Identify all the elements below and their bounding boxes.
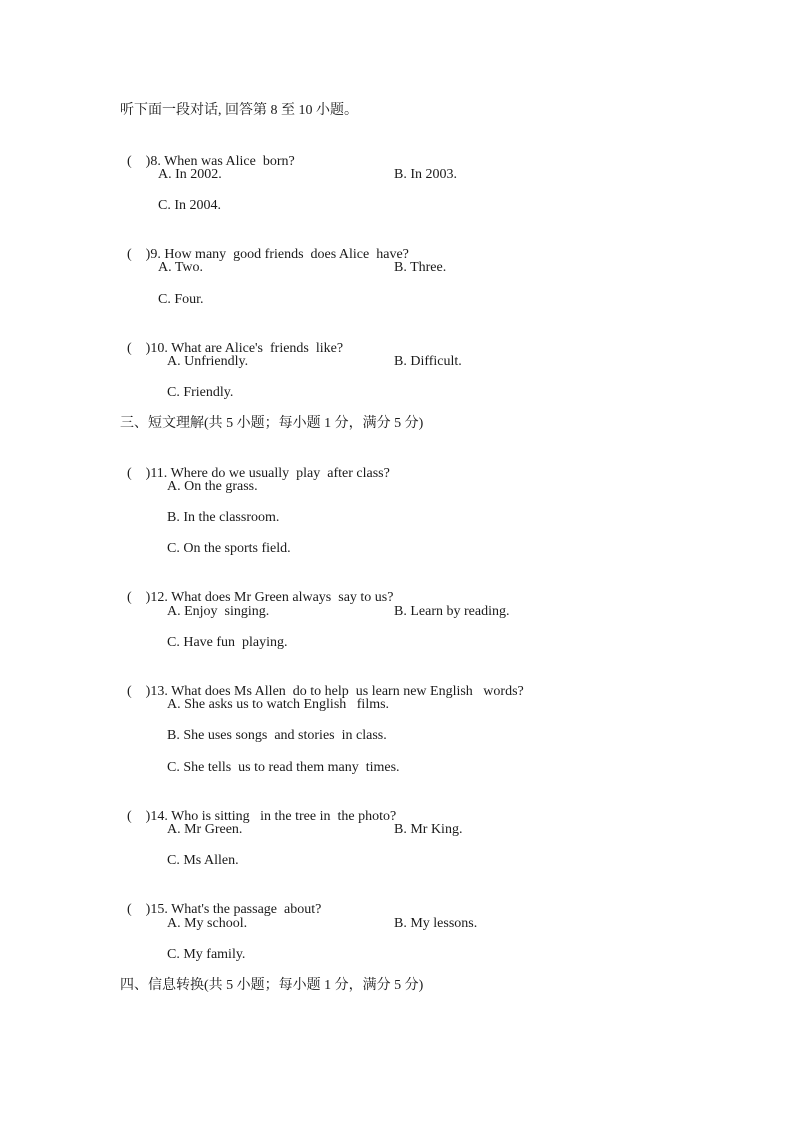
question-number: 10. — [150, 341, 168, 356]
answer-blank[interactable]: ( ) — [127, 247, 151, 262]
section-4-title: 四、信息转换(共 5 小题；每小题 1 分，满分 5 分) — [120, 978, 424, 993]
option-c[interactable]: C. In 2004. — [158, 198, 221, 213]
option-c[interactable]: C. My family. — [167, 947, 246, 962]
option-c[interactable]: C. Ms Allen. — [167, 853, 239, 868]
section-intro: 听下面一段对话, 回答第 8 至 10 小题。 — [120, 103, 358, 118]
option-c[interactable]: C. She tells us to read them many times. — [167, 760, 400, 775]
question-text: How many good friends does Alice have? — [164, 247, 409, 262]
question-text: What does Ms Allen do to help us learn new English words? — [171, 684, 524, 699]
answer-blank[interactable]: ( ) — [127, 590, 151, 605]
option-a[interactable]: A. On the grass. — [167, 479, 258, 494]
question-text: Who is sitting in the tree in the photo? — [171, 809, 397, 824]
option-c[interactable]: C. Have fun playing. — [167, 635, 288, 650]
question-text: Where do we usually play after class? — [170, 466, 390, 481]
question-14 — [120, 790, 396, 826]
option-b[interactable]: B. In the classroom. — [167, 510, 280, 525]
question-number: 11. — [150, 466, 168, 481]
question-text: When was Alice born? — [164, 154, 295, 169]
option-c[interactable]: C. Friendly. — [167, 385, 234, 400]
question-number: 12. — [150, 590, 168, 605]
answer-blank[interactable]: ( ) — [127, 684, 151, 699]
section-3-title: 三、短文理解(共 5 小题；每小题 1 分，满分 5 分) — [120, 416, 424, 431]
option-b[interactable]: B. Mr King. — [394, 822, 463, 837]
answer-blank[interactable]: ( ) — [127, 466, 151, 481]
option-b[interactable]: B. Difficult. — [394, 354, 462, 369]
answer-blank[interactable]: ( ) — [127, 341, 151, 356]
question-text: What does Mr Green always say to us? — [171, 590, 394, 605]
answer-blank[interactable]: ( ) — [127, 809, 151, 824]
option-b[interactable]: B. She uses songs and stories in class. — [167, 728, 387, 743]
option-a[interactable]: A. Two. — [158, 260, 204, 275]
answer-blank[interactable]: ( ) — [127, 154, 151, 169]
option-a[interactable]: A. Enjoy singing. — [167, 604, 270, 619]
question-number: 15. — [150, 902, 168, 917]
question-number: 14. — [150, 809, 168, 824]
option-a[interactable]: A. My school. — [167, 916, 248, 931]
option-b[interactable]: B. Learn by reading. — [394, 604, 510, 619]
option-b[interactable]: B. My lessons. — [394, 916, 478, 931]
question-text: What are Alice's friends like? — [171, 341, 344, 356]
option-a[interactable]: A. Unfriendly. — [167, 354, 249, 369]
question-number: 8. — [150, 154, 161, 169]
question-15 — [120, 883, 321, 919]
option-a[interactable]: A. Mr Green. — [167, 822, 243, 837]
option-a[interactable]: A. She asks us to watch English films. — [167, 697, 390, 712]
option-c[interactable]: C. On the sports field. — [167, 541, 291, 556]
question-12 — [120, 571, 393, 607]
question-text: What's the passage about? — [171, 902, 322, 917]
question-number: 9. — [150, 247, 161, 262]
question-number: 13. — [150, 684, 168, 699]
option-c[interactable]: C. Four. — [158, 292, 204, 307]
option-b[interactable]: B. Three. — [394, 260, 447, 275]
answer-blank[interactable]: ( ) — [127, 902, 151, 917]
option-b[interactable]: B. In 2003. — [394, 167, 457, 182]
option-a[interactable]: A. In 2002. — [158, 167, 222, 182]
